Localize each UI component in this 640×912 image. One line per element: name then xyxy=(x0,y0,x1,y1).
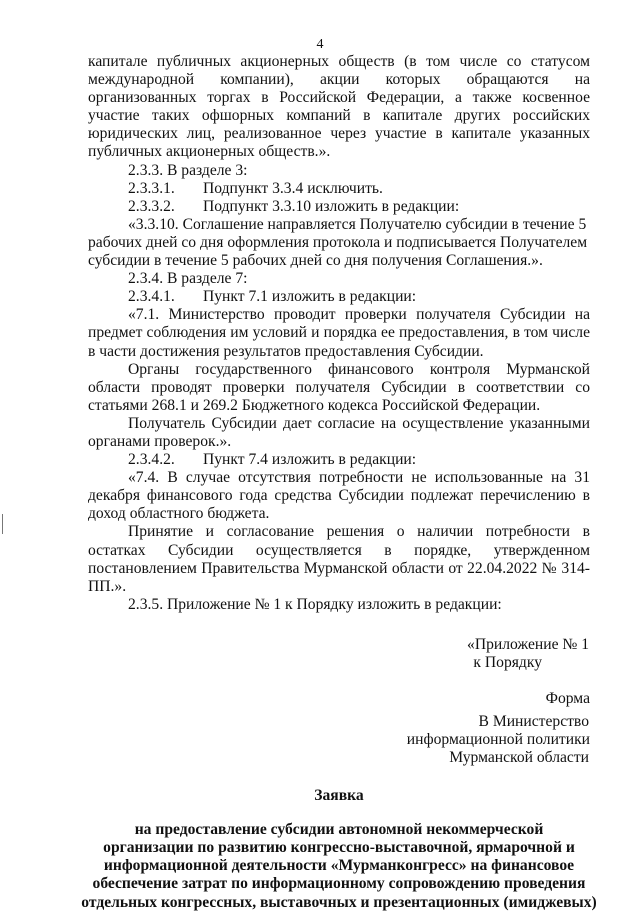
document-body xyxy=(81,53,597,912)
subtitle-line: информационной деятельности «Мурманконгресс» на финансовое xyxy=(103,857,575,875)
page-number: 4 xyxy=(316,37,324,52)
subparagraph-text: Пункт 7.4 изложить в редакции: xyxy=(203,451,417,469)
paragraph-consent: Получатель Субсидии дает согласие на осуществление указанными органами проверок.». xyxy=(88,414,590,450)
annex-subtitle: к Порядку xyxy=(473,654,542,671)
form-label: Форма xyxy=(545,690,590,708)
margin-mark xyxy=(2,514,3,534)
paragraph-financial-control: Органы государственного финансового контроля Мурманской области проводят проверки получателя Субсидии в соответствии со статьями 268.1 и 269.2 Бюджетного кодекса Российской Федерации. xyxy=(88,360,590,414)
subparagraph-2-3-4-1 xyxy=(88,288,590,306)
quote-3-3-10: «3.3.10. Соглашение направляется Получателю субсидии в течение 5 рабочих дней со дня оформления протокола и подписывается Получателем субсидии в течение 5 рабочих дней со дня получения Соглашения.». xyxy=(88,215,588,270)
subparagraph-2-3-3-2 xyxy=(88,198,590,216)
subtitle-line: отдельных конгрессных, выставочных и презентационных (имиджевых) xyxy=(81,893,597,911)
subparagraph-number: 2.3.3.1. xyxy=(128,179,175,197)
annex-title: «Приложение № 1 xyxy=(467,635,589,653)
paragraph-2-3-3: 2.3.3. В разделе 3: xyxy=(128,161,248,179)
subparagraph-number: 2.3.3.2. xyxy=(128,197,175,215)
subtitle-line: на предоставление субсидии автономной некоммерческой xyxy=(134,821,544,839)
quote-7-4: «7.4. В случае отсутствия потребности не использованные на 31 декабря финансового года средства Субсидии подлежат перечислению в доход областного бюджета. xyxy=(88,469,590,523)
addressee-line: В Министерство xyxy=(478,713,589,731)
subparagraph-text: Подпункт 3.3.4 исключить. xyxy=(203,179,383,197)
paragraph-residuals: Принятие и согласование решения о наличии потребности в остатках Субсидии осуществляется в порядке, утвержденном постановлением Правительства Мурманской области от 22.04.2022 № 314-ПП.». xyxy=(88,523,590,595)
subtitle-line: организации по развитию конгрессно-выставочной, ярмарочной и xyxy=(103,839,575,857)
application-title: Заявка xyxy=(314,787,364,805)
application-subtitle xyxy=(42,821,636,911)
subparagraph-2-3-3-1 xyxy=(88,180,590,198)
subparagraph-text: Подпункт 3.3.10 изложить в редакции: xyxy=(203,197,460,215)
subparagraph-2-3-4-2 xyxy=(88,451,590,469)
quote-7-1: «7.1. Министерство проводит проверки получателя Субсидии на предмет соблюдения им условий и порядка ее предоставления, в том числе в части достижения результатов предоставления Субсидии. xyxy=(88,306,590,360)
paragraph-2-3-4: 2.3.4. В разделе 7: xyxy=(128,270,248,288)
paragraph-2-3-5: 2.3.5. Приложение № 1 к Порядку изложить в редакции: xyxy=(128,595,502,613)
subparagraph-text: Пункт 7.1 изложить в редакции: xyxy=(203,288,417,306)
addressee-line: Мурманской области xyxy=(449,749,589,767)
subparagraph-number: 2.3.4.1. xyxy=(128,288,175,306)
paragraph-continuation: капитале публичных акционерных обществ (в том числе со статусом международной компании), акции которых обращаются на организованных торгах в Российской Федерации, а также косвенное участие таких офшорных компаний в капитале других российских юридических лиц, реализованное через участие в капитале указанных публичных акционерных обществ.». xyxy=(88,53,590,161)
subtitle-line: обеспечение затрат по информационному сопровождению проведения xyxy=(92,875,586,893)
addressee-block xyxy=(88,713,590,767)
subparagraph-number: 2.3.4.2. xyxy=(128,451,175,469)
addressee-line: информационной политики xyxy=(406,731,590,749)
annex-header xyxy=(88,636,590,708)
